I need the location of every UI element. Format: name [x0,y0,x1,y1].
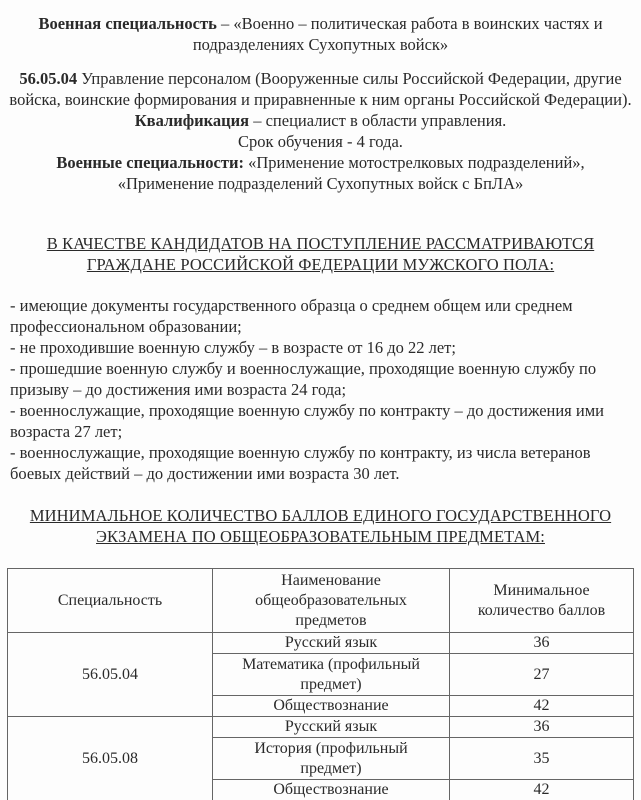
score-cell: 42 [450,780,634,800]
scores-heading: МИНИМАЛЬНОЕ КОЛИЧЕСТВО БАЛЛОВ ЕДИНОГО ГОСУДАРСТВЕННОГО ЭКЗАМЕНА ПО ОБЩЕОБРАЗОВАТЕЛЬНЫМ ПРЕДМЕТАМ: [29,506,612,546]
program [6,68,635,110]
subject-cell: Математика (профильный предмет) [213,654,450,696]
score-cell: 36 [450,717,634,738]
program-name: Управление персоналом (Вооруженные силы Российской Федерации, другие войска, воинские формирования и приравненные к ним органы Российской Федерации). [9,69,632,109]
score-cell: 42 [450,696,634,717]
subject-cell: Русский язык [213,717,450,738]
candidates-heading: В КАЧЕСТВЕ КАНДИДАТОВ НА ПОСТУПЛЕНИЕ РАССМАТРИВАЮТСЯ ГРАЖДАНЕ РОССИЙСКОЙ ФЕДЕРАЦИИ МУЖСКОГО ПОЛА: [46,234,595,274]
military-specialties [6,152,635,194]
score-cell: 27 [450,654,634,696]
score-cell: 35 [450,738,634,780]
label: Военные специальности: [56,153,244,172]
text: «Применение мотострелковых подразделений», «Применение подразделений Сухопутных войск с БпЛА» [117,153,585,193]
subject-cell: Русский язык [213,633,450,654]
column-header: Наименование общеобразовательных предметов [213,569,450,633]
column-header: Минимальное количество баллов [450,569,634,633]
label: Военная специальность [38,14,217,33]
table-header [8,569,634,633]
list-item: - военнослужащие, проходящие военную службу по контракту, из числа ветеранов боевых действий – до достижении ими возраста 30 лет. [10,443,591,483]
text: – «Военно – политическая работа в воинских частях и подразделениях Сухопутных войск» [192,14,603,54]
list-item: - имеющие документы государственного образца о среднем общем или среднем профессиональном образовании; [10,296,573,336]
label: Квалификация [134,111,250,130]
military-specialty [6,13,635,55]
candidates-list [10,295,635,484]
subject-cell: Обществознание [213,696,450,717]
list-item: - прошедшие военную службу и военнослужащие, проходящие военную службу по призыву – до достижения ими возраста 24 года; [10,359,597,399]
column-header: Специальность [8,569,213,633]
duration: Срок обучения - 4 года. [238,132,403,151]
list-item: - военнослужащие, проходящие военную службу по контракту – до достижения ими возраста 27 лет; [10,401,604,441]
score-cell: 36 [450,633,634,654]
table-row [8,717,634,738]
scores-table [7,568,634,800]
subject-cell: Обществознание [213,780,450,800]
qualification [6,110,635,131]
specialty-cell: 56.05.04 [8,633,213,717]
program-code: 56.05.04 [19,69,78,88]
specialty-cell: 56.05.08 [8,717,213,800]
list-item: - не проходившие военную службу – в возрасте от 16 до 22 лет; [10,338,456,357]
text: – специалист в области управления. [249,111,507,130]
program-block [6,68,635,194]
table-row [8,633,634,654]
subject-cell: История (профильный предмет) [213,738,450,780]
